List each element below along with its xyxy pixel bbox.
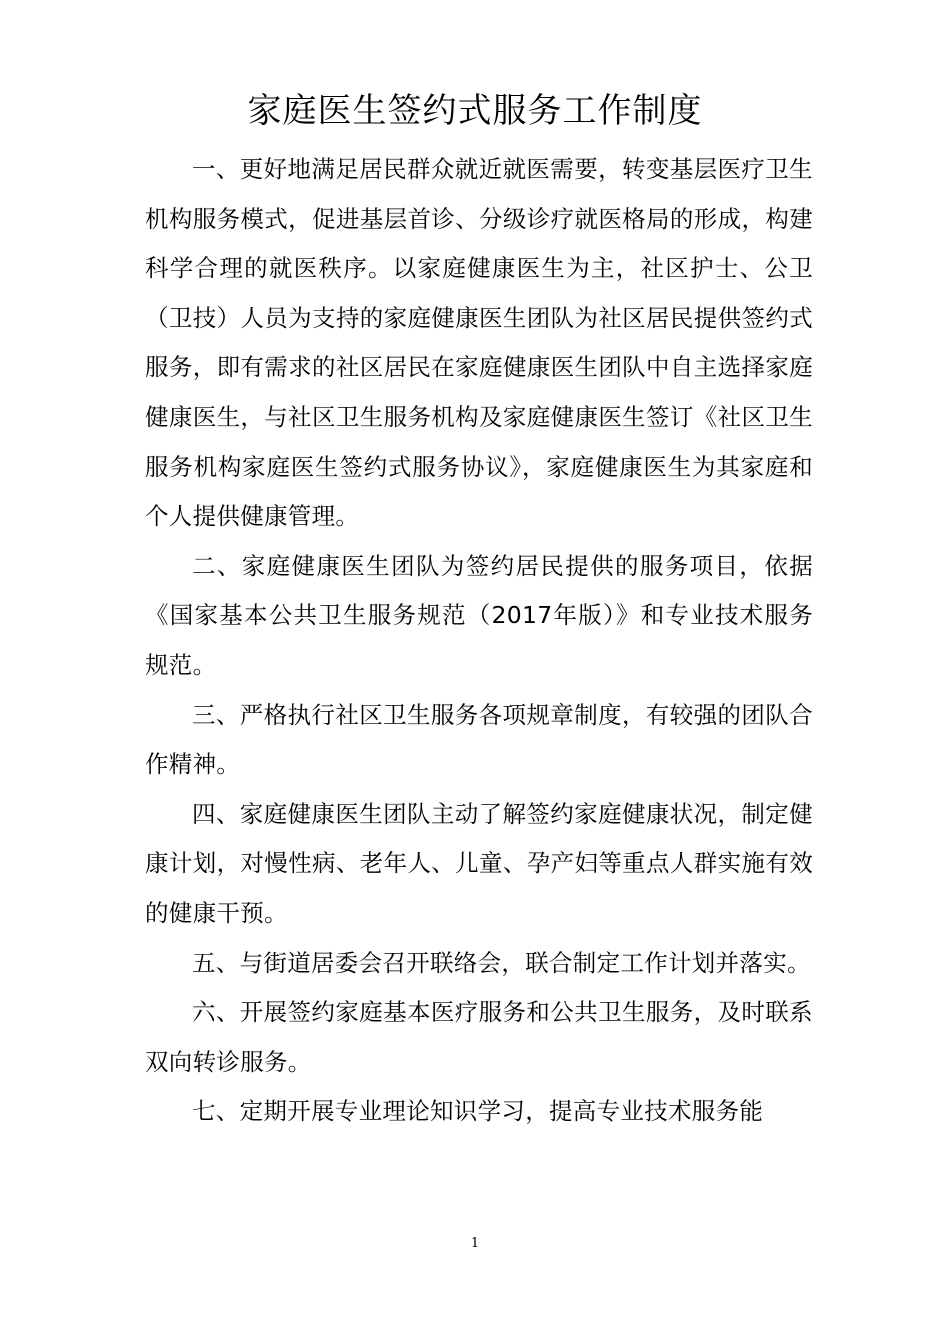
paragraph-4: 四、家庭健康医生团队主动了解签约家庭健康状况，制定健康计划，对慢性病、老年人、儿童、孕产妇等重点人群实施有效的健康干预。 — [145, 799, 813, 927]
paragraph-1: 一、更好地满足居民群众就近就医需要，转变基层医疗卫生机构服务模式，促进基层首诊、分级诊疗就医格局的形成，构建科学合理的就医秩序。以家庭健康医生为主，社区护士、公卫（卫技）人员为支持的家庭健康医生团队为社区居民提供签约式服务，即有需求的社区居民在家庭健康医生团队中自主选择家庭健康医生，与社区卫生服务机构及家庭健康医生签订《社区卫生服务机构家庭医生签约式服务协议》，家庭健康医生为其家庭和个人提供健康管理。 — [145, 155, 813, 531]
document-body — [145, 145, 813, 1137]
paragraph-5: 五、与街道居委会召开联络会，联合制定工作计划并落实。 — [192, 948, 811, 977]
paragraph-3: 三、严格执行社区卫生服务各项规章制度，有较强的团队合作精神。 — [145, 700, 813, 779]
paragraph-7: 七、定期开展专业理论知识学习，提高专业技术服务能 — [192, 1097, 764, 1126]
paragraph-6: 六、开展签约家庭基本医疗服务和公共卫生服务，及时联系双向转诊服务。 — [145, 998, 813, 1076]
document-title: 家庭医生签约式服务工作制度 — [247, 91, 703, 131]
paragraph-2: 二、家庭健康医生团队为签约居民提供的服务项目，依据《国家基本公共卫生服务规范（2017年版）》和专业技术服务规范。 — [145, 551, 813, 679]
page-number: 1 — [470, 1236, 480, 1251]
